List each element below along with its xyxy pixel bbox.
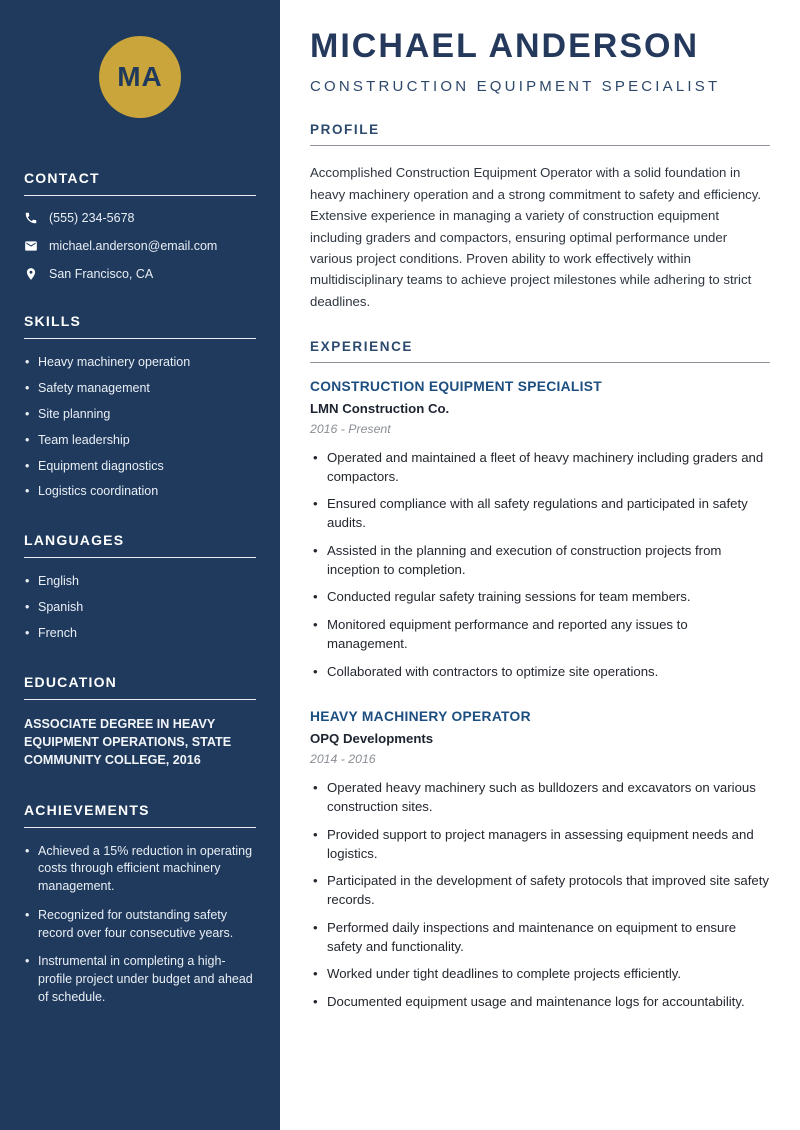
achievements-section [24, 802, 256, 1007]
job-bullet-list [310, 779, 770, 1011]
profile-heading: PROFILE [310, 122, 770, 146]
job-title: CONSTRUCTION EQUIPMENT SPECIALIST [310, 379, 602, 395]
skill-item: • Site planning [24, 406, 256, 423]
contact-location-text: San Francisco, CA [49, 267, 154, 281]
education-heading: EDUCATION [24, 674, 256, 700]
skill-item: • Safety management [24, 380, 256, 397]
job-bullet: • Operated heavy machinery such as bulldozers and excavators on various construction sites. [310, 779, 770, 816]
education-text: ASSOCIATE DEGREE IN HEAVY EQUIPMENT OPERATIONS, STATE COMMUNITY COLLEGE, 2016 [24, 716, 232, 768]
candidate-title: CONSTRUCTION EQUIPMENT SPECIALIST [310, 78, 721, 96]
languages-section [24, 532, 256, 642]
contact-heading: CONTACT [24, 170, 256, 196]
achievements-list [24, 843, 256, 1007]
job-dates: 2016 - Present [310, 422, 391, 437]
job-bullet: • Collaborated with contractors to optimize site operations. [310, 663, 770, 682]
contact-email-text: michael.anderson@email.com [49, 239, 218, 253]
skills-list [24, 354, 256, 500]
job-bullet: • Monitored equipment performance and reported any issues to management. [310, 616, 770, 653]
job-bullet: • Performed daily inspections and maintenance on equipment to ensure safety and functionality. [310, 919, 770, 956]
job-dates: 2014 - 2016 [310, 752, 376, 767]
skill-item: • Logistics coordination [24, 483, 256, 500]
candidate-name: MICHAEL ANDERSON [310, 27, 700, 65]
languages-heading: LANGUAGES [24, 532, 256, 558]
skills-section [24, 313, 256, 500]
job-company: OPQ Developments [310, 731, 434, 747]
job-bullet-list [310, 449, 770, 681]
job-entry [310, 379, 770, 681]
achievement-item: • Recognized for outstanding safety record over four consecutive years. [24, 907, 256, 943]
contact-item-phone [24, 211, 256, 225]
experience-section [310, 339, 770, 1012]
language-item: • Spanish [24, 599, 256, 616]
skill-item: • Team leadership [24, 432, 256, 449]
contact-item-email [24, 239, 256, 253]
avatar [99, 36, 181, 118]
email-icon [24, 239, 38, 253]
contact-section [24, 170, 256, 281]
phone-icon [24, 211, 38, 225]
job-company: LMN Construction Co. [310, 401, 450, 417]
skills-heading: SKILLS [24, 313, 256, 339]
job-bullet: • Assisted in the planning and execution of construction projects from inception to completion. [310, 542, 770, 579]
experience-heading: EXPERIENCE [310, 339, 770, 363]
job-entry [310, 709, 770, 1011]
language-item: • French [24, 625, 256, 642]
job-bullet: • Provided support to project managers in assessing equipment needs and logistics. [310, 826, 770, 863]
job-bullet: • Documented equipment usage and maintenance logs for accountability. [310, 993, 770, 1012]
achievements-heading: ACHIEVEMENTS [24, 802, 256, 828]
skill-item: • Equipment diagnostics [24, 458, 256, 475]
achievement-item: • Achieved a 15% reduction in operating costs through efficient machinery management. [24, 843, 256, 896]
job-bullet: • Operated and maintained a fleet of heavy machinery including graders and compactors. [310, 449, 770, 486]
skill-item: • Heavy machinery operation [24, 354, 256, 371]
achievement-item: • Instrumental in completing a high-profile project under budget and ahead of schedule. [24, 953, 256, 1006]
contact-item-location [24, 267, 256, 281]
languages-list [24, 573, 256, 642]
sidebar [0, 0, 280, 1130]
job-title: HEAVY MACHINERY OPERATOR [310, 709, 531, 725]
profile-section [310, 122, 770, 312]
job-bullet: • Participated in the development of safety protocols that improved site safety records. [310, 872, 770, 909]
job-bullet: • Conducted regular safety training sessions for team members. [310, 588, 770, 607]
education-section [24, 674, 256, 770]
language-item: • English [24, 573, 256, 590]
main-content [280, 0, 800, 1130]
job-bullet: • Ensured compliance with all safety regulations and participated in safety audits. [310, 495, 770, 532]
contact-phone-text: (555) 234-5678 [49, 211, 135, 225]
avatar-initials: MA [117, 61, 163, 92]
profile-text: Accomplished Construction Equipment Operator with a solid foundation in heavy machinery operation and a strong commitment to safety and efficiency. Extensive experience in managing a variety of construction equipment including graders and compactors, ensuring optimal performance under various project conditions. Proven ability to work effectively within multidisciplinary teams to achieve project milestones while adhering to strict deadlines. [310, 165, 762, 309]
job-bullet: • Worked under tight deadlines to complete projects efficiently. [310, 965, 770, 984]
location-icon [24, 267, 38, 281]
